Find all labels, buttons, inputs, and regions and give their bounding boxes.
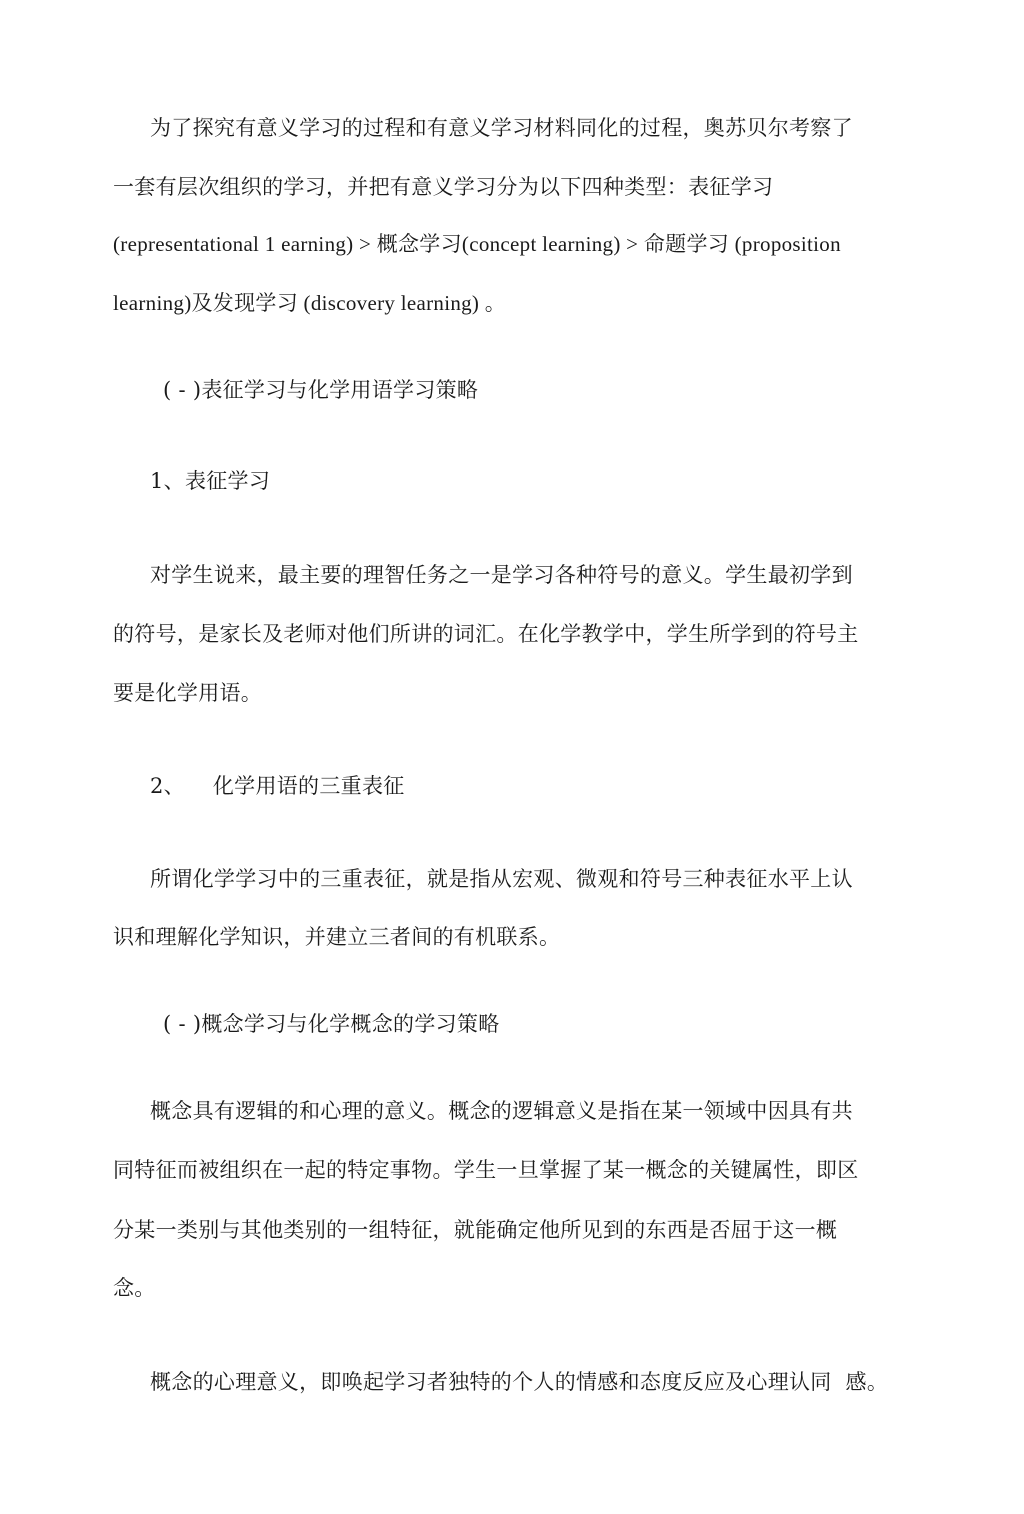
paragraph-1-line-4: learning)及发现学习 (discovery learning) 。 — [113, 291, 507, 315]
paragraph-1-line-3: (representational 1 earning) > 概念学习(concept learning) > 命题学习 (proposition — [113, 232, 841, 256]
paragraph-4-line-4: 念。 — [113, 1276, 156, 1300]
paragraph-4-line-2: 同特征而被组织在一起的特定事物。学生一旦掌握了某一概念的关键属性，即区 — [113, 1158, 859, 1182]
subheading-1: 1、表征学习 — [150, 469, 271, 493]
paragraph-4-line-3: 分某一类别与其他类别的一组特征，就能确定他所见到的东西是否屈于这一概 — [113, 1218, 838, 1242]
section-heading-2: ( - )概念学习与化学概念的学习策略 — [163, 1012, 500, 1036]
paragraph-5-line-1: 概念的心理意义，即唤起学习者独特的个人的情感和态度反应及心理认同 感。 — [150, 1370, 889, 1394]
section-heading-1: ( - )表征学习与化学用语学习策略 — [163, 378, 479, 402]
paragraph-2-line-3: 要是化学用语。 — [113, 681, 263, 705]
paragraph-3-line-2: 识和理解化学知识，并建立三者间的有机联系。 — [113, 925, 561, 949]
paragraph-1-line-2: 一套有层次组织的学习，并把有意义学习分为以下四种类型：表征学习 — [113, 175, 774, 199]
subheading-2: 2、 化学用语的三重表征 — [150, 774, 405, 798]
paragraph-4-line-1: 概念具有逻辑的和心理的意义。概念的逻辑意义是指在某一领域中因具有共 — [150, 1099, 853, 1123]
paragraph-2-line-2: 的符号，是家长及老师对他们所讲的词汇。在化学教学中，学生所学到的符号主 — [113, 622, 859, 646]
paragraph-2-line-1: 对学生说来，最主要的理智任务之一是学习各种符号的意义。学生最初学到 — [150, 563, 853, 587]
paragraph-3-line-1: 所谓化学学习中的三重表征，就是指从宏观、微观和符号三种表征水平上认 — [150, 867, 853, 891]
paragraph-1-line-1: 为了探究有意义学习的过程和有意义学习材料同化的过程，奥苏贝尔考察了 — [150, 116, 853, 140]
